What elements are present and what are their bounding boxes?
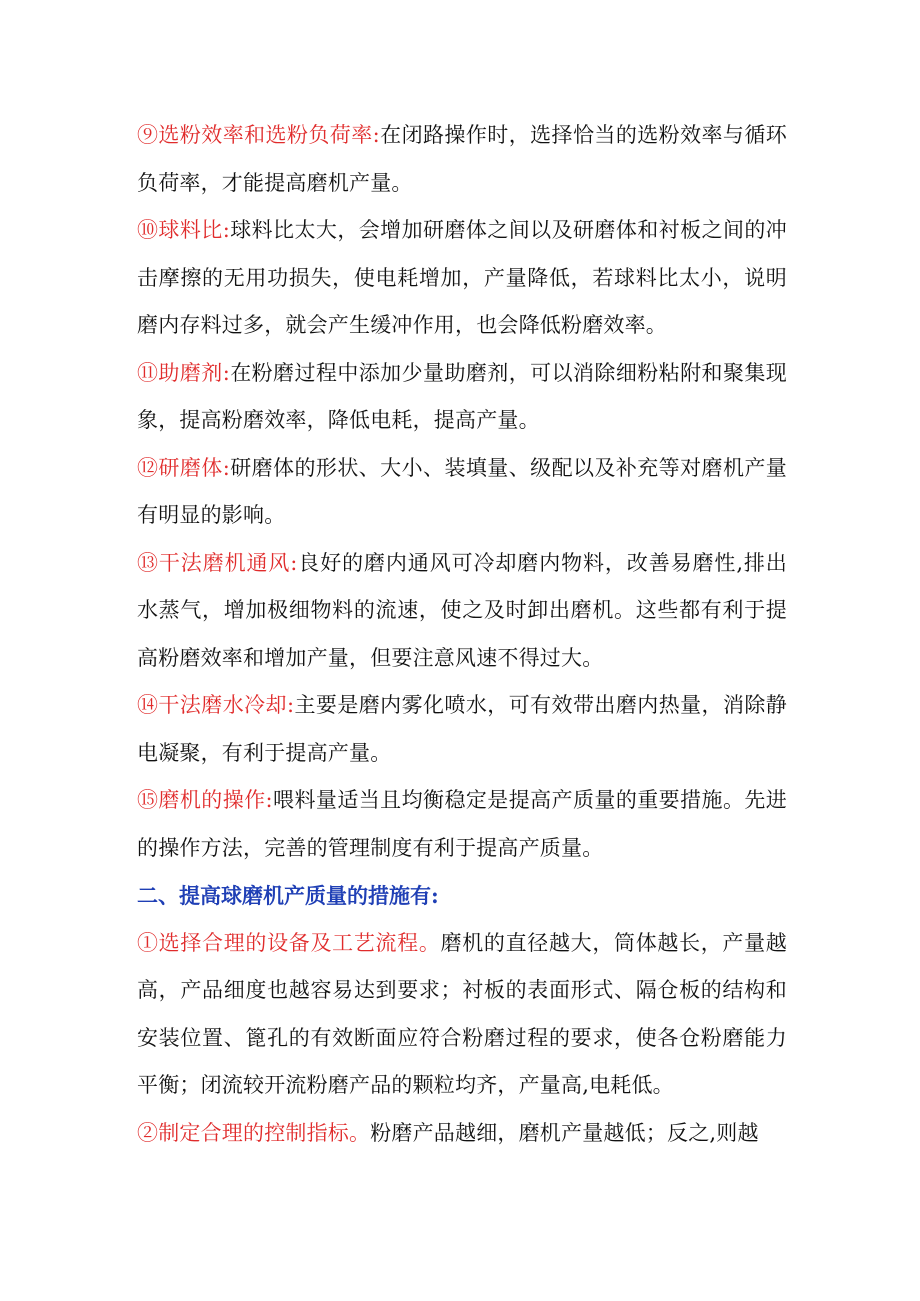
paragraph-text: 喂料量适当且均衡稳定是提高产质量的重要措施。先进的操作方法，完善的管理制度有利于提高产质量。 [137,788,787,860]
term-label: ⑭干法磨水冷却: [137,693,295,717]
paragraph-item-12 [137,445,787,540]
paragraph-text: 研磨体的形状、大小、装填量、级配以及补充等对磨机产量有明显的影响。 [137,455,788,527]
term-label: ⑫研磨体: [137,455,230,480]
paragraph-item-13 [137,540,787,683]
term-label: ⑬干法磨机通风: [137,550,298,575]
measure-item-2 [137,1110,787,1158]
measure-item-1 [137,920,787,1110]
paragraph-item-9 [137,112,787,207]
paragraph-text: 良好的磨内通风可冷却磨内物料，改善易磨性,排出水蒸气，增加极细物料的流速，使之及时卸出磨机。这些都有利于提高粉磨效率和增加产量，但要注意风速不得过大。 [137,550,787,670]
section-heading: 二、提高球磨机产质量的措施有: [137,883,439,908]
paragraph-item-14 [137,682,787,777]
term-label: ⑪助磨剂: [137,360,230,385]
paragraph-text: 粉磨产品越细，磨机产量越低；反之,则越 [370,1120,759,1145]
term-label: ⑨选粉效率和选粉负荷率: [137,123,380,147]
term-label: ①选择合理的设备及工艺流程。 [137,930,441,955]
term-label: ⑮磨机的操作: [137,788,273,812]
paragraph-item-15 [137,777,787,872]
term-label: ②制定合理的控制指标。 [137,1120,371,1145]
paragraph-item-10 [137,207,787,350]
paragraph-text: 主要是磨内雾化喷水，可有效带出磨内热量，消除静电凝聚，有利于提高产量。 [137,693,787,765]
paragraph-text: 球料比太大，会增加研磨体之间以及研磨体和衬板之间的冲击摩擦的无用功损失，使电耗增加，产量降低，若球料比太小，说明磨内存料过多，就会产生缓冲作用，也会降低粉磨效率。 [137,218,788,337]
paragraph-item-11 [137,350,787,445]
paragraph-text: 在闭路操作时，选择恰当的选粉效率与循环负荷率，才能提高磨机产量。 [137,123,787,195]
term-label: ⑩球料比: [137,218,230,242]
paragraph-text: 磨机的直径越大，筒体越长，产量越高，产品细度也越容易达到要求；衬板的表面形式、隔仓板的结构和安装位置、篦孔的有效断面应符合粉磨过程的要求，使各仓粉磨能力平衡；闭流较开流粉磨产品的颗粒均齐，产量高,电耗低。 [137,930,787,1097]
paragraph-text: 在粉磨过程中添加少量助磨剂，可以消除细粉粘附和聚集现象，提高粉磨效率，降低电耗，提高产量。 [137,360,788,432]
document-page [137,112,787,1157]
